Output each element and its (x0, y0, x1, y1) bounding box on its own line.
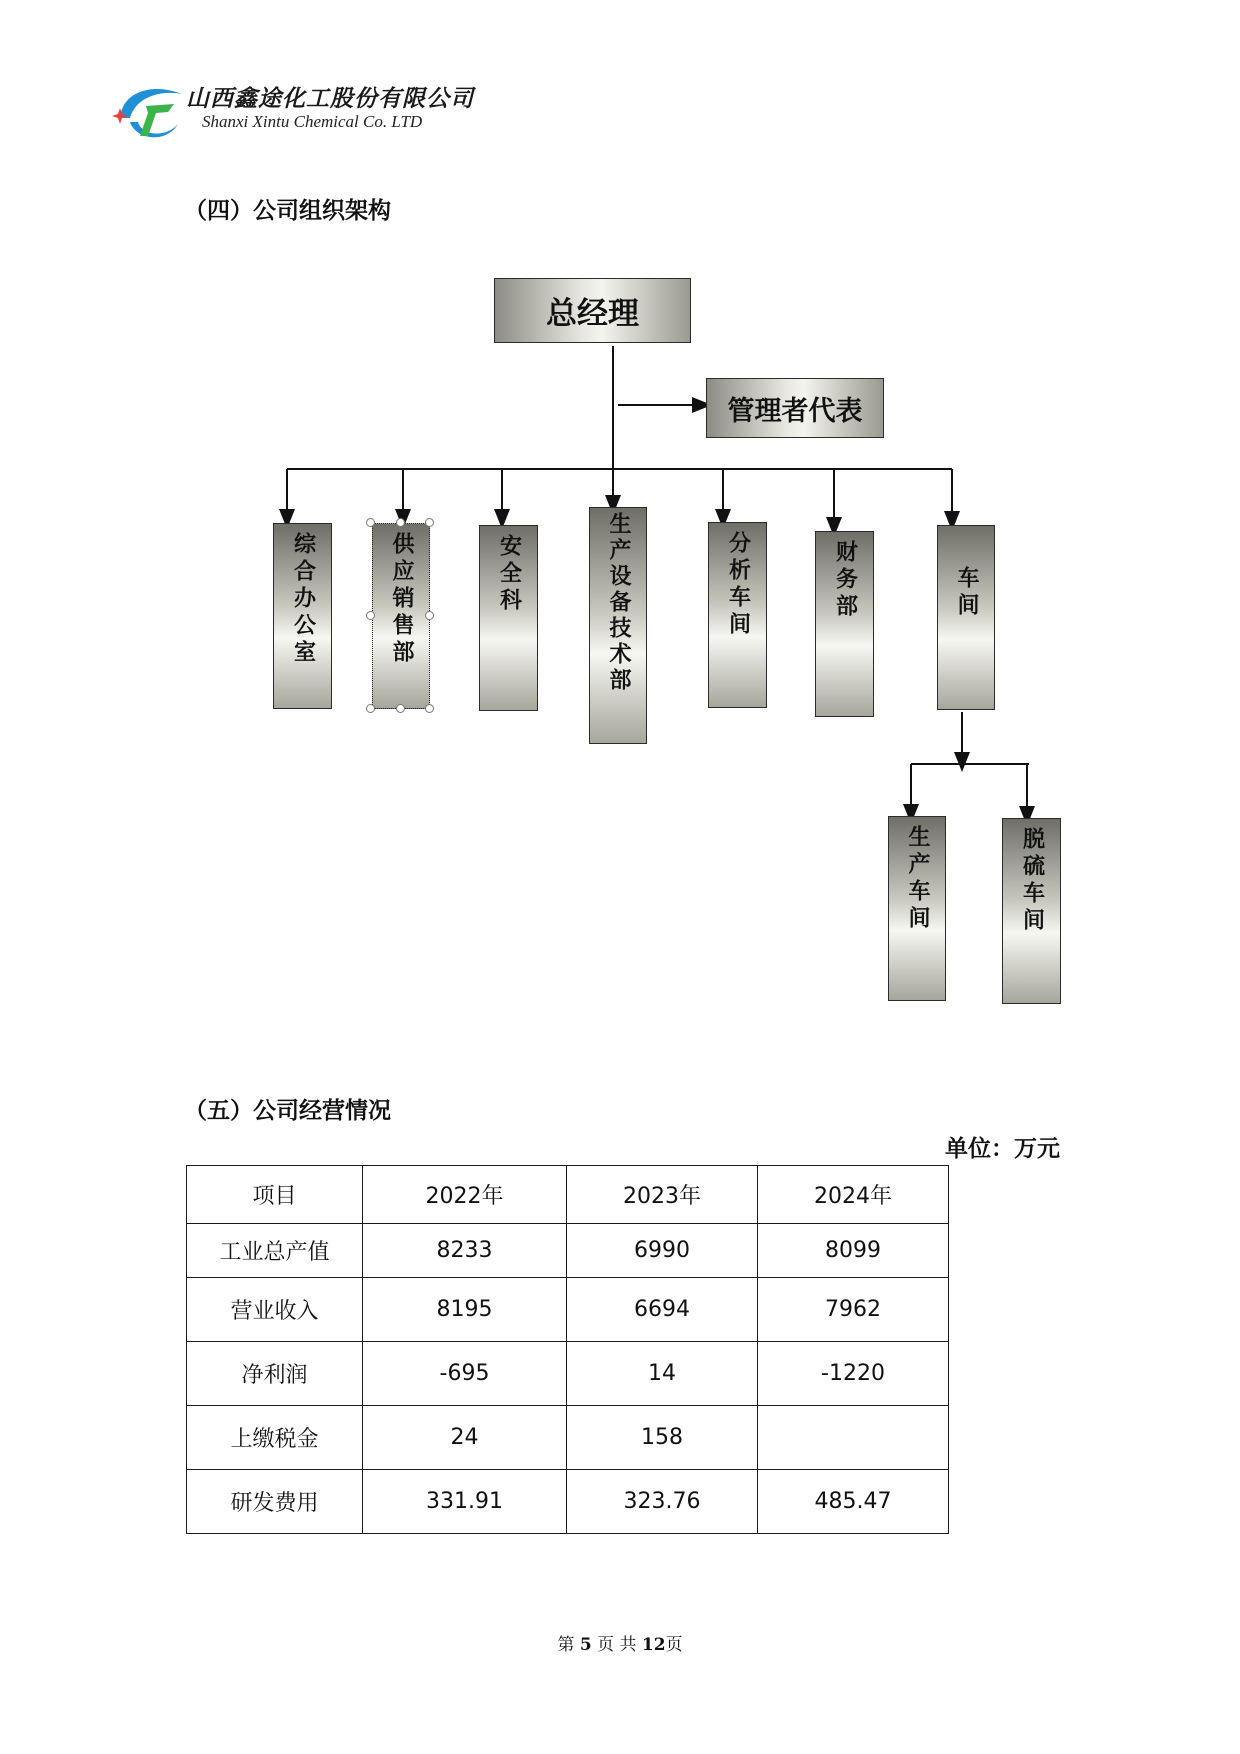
selection-handle (425, 518, 434, 527)
org-node-general-manager (494, 278, 691, 343)
table-header-cell: 项目 (187, 1166, 363, 1224)
footer-page-number: 5 (579, 1635, 592, 1655)
org-node-label: 脱硫车间 (1019, 827, 1045, 935)
table-cell: 14 (567, 1342, 758, 1406)
table-cell: 营业收入 (187, 1278, 363, 1342)
org-node-label: 综合办公室 (290, 532, 316, 667)
selection-handle (425, 611, 434, 620)
org-node-label: 财务部 (832, 540, 858, 621)
table-cell: 8233 (363, 1224, 567, 1278)
table-header-cell: 2024年 (758, 1166, 949, 1224)
table-row (187, 1224, 949, 1278)
org-node-label: 安全科 (496, 534, 522, 615)
operations-table (186, 1165, 949, 1534)
table-cell (758, 1406, 949, 1470)
org-node-production-equipment-tech (589, 507, 647, 744)
org-node-supply-sales (372, 523, 430, 709)
org-node-desulfurization-workshop (1002, 818, 1061, 1004)
table-cell: 研发费用 (187, 1470, 363, 1534)
org-node-label: 生产车间 (905, 825, 930, 933)
org-node-management-representative (706, 378, 884, 438)
org-node-label: 总经理 (546, 296, 639, 332)
table-cell: 485.47 (758, 1470, 949, 1534)
footer-suffix: 页 (665, 1635, 683, 1655)
table-cell: 上缴税金 (187, 1406, 363, 1470)
table-cell: 331.91 (363, 1470, 567, 1534)
org-node-finance (815, 531, 874, 717)
table-header-cell: 2022年 (363, 1166, 567, 1224)
table-cell: -695 (363, 1342, 567, 1406)
org-node-safety (479, 525, 538, 711)
footer-mid: 页 共 (597, 1635, 637, 1655)
selection-handle (366, 704, 375, 713)
selection-handle (366, 611, 375, 620)
page-footer (0, 1630, 1240, 1655)
selection-handle (396, 704, 405, 713)
table-cell: 工业总产值 (187, 1224, 363, 1278)
unit-label: 单位：万元 (945, 1136, 1060, 1162)
org-node-label: 车间 (954, 566, 979, 620)
company-name-en: Shanxi Xintu Chemical Co. LTD (202, 112, 423, 131)
table-cell: 8195 (363, 1278, 567, 1342)
org-node-analysis-workshop (708, 522, 767, 708)
selection-handle (366, 518, 375, 527)
table-cell: -1220 (758, 1342, 949, 1406)
table-cell: 6694 (567, 1278, 758, 1342)
org-node-label: 分析车间 (725, 531, 751, 639)
table-cell: 8099 (758, 1224, 949, 1278)
section-title-org: （四）公司组织架构 (184, 198, 391, 224)
table-header-cell: 2023年 (567, 1166, 758, 1224)
org-node-workshop (937, 525, 995, 710)
footer-total-pages: 12 (641, 1635, 666, 1655)
footer-prefix: 第 (557, 1635, 575, 1655)
selection-handle (425, 704, 434, 713)
company-name-cn: 山西鑫途化工股份有限公司 (186, 85, 474, 112)
table-row (187, 1406, 949, 1470)
table-cell: 323.76 (567, 1470, 758, 1534)
table-cell: 7962 (758, 1278, 949, 1342)
table-cell: 6990 (567, 1224, 758, 1278)
table-row (187, 1470, 949, 1534)
table-header-row (187, 1166, 949, 1224)
org-node-production-workshop (888, 816, 946, 1001)
table-row (187, 1342, 949, 1406)
table-row (187, 1278, 949, 1342)
org-node-general-office (273, 523, 332, 709)
section-title-operations: （五）公司经营情况 (184, 1098, 391, 1124)
org-node-label: 管理者代表 (727, 395, 863, 427)
org-node-label: 供应销售部 (389, 532, 414, 667)
table-cell: 24 (363, 1406, 567, 1470)
table-cell: 158 (567, 1406, 758, 1470)
selection-handle (396, 518, 405, 527)
org-node-label: 生产设备技术部 (606, 512, 631, 694)
table-cell: 净利润 (187, 1342, 363, 1406)
